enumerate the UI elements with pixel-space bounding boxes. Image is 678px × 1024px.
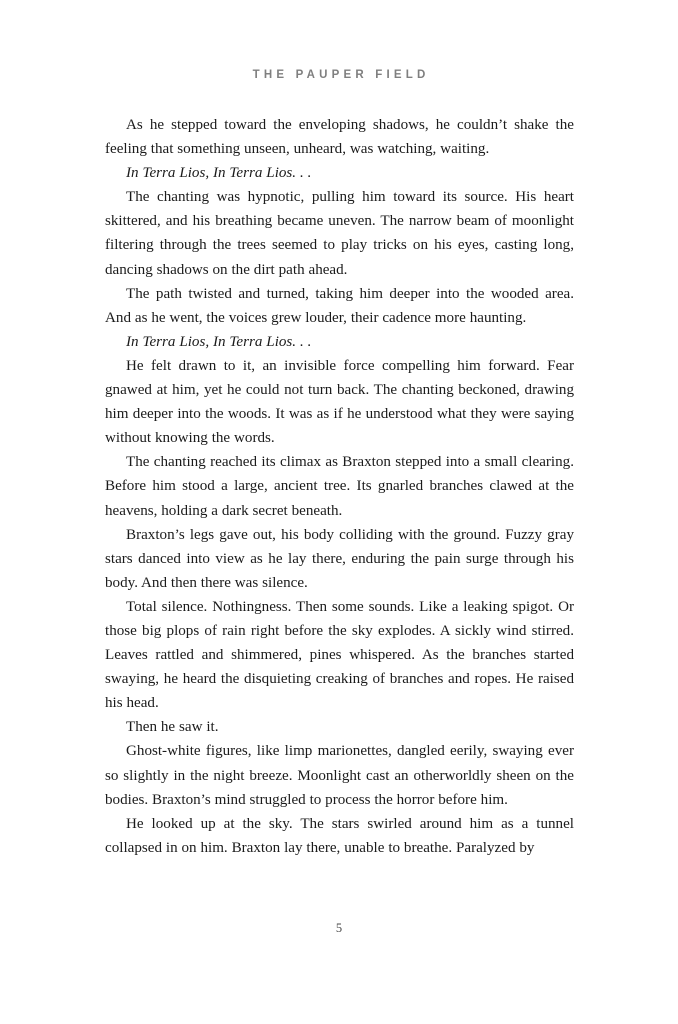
paragraph: Braxton’s legs gave out, his body colliding with the ground. Fuzzy gray stars danced into view as he lay there, enduring the pain surge through his body. And then there was silence.	[105, 526, 574, 591]
paragraph-chant: In Terra Lios, In Terra Lios. . .	[126, 333, 312, 350]
running-head: THE PAUPER FIELD	[252, 69, 430, 81]
paragraph: He looked up at the sky. The stars swirled around him as a tunnel collapsed in on him. Braxton lay there, unable to breathe. Paralyzed by	[105, 815, 574, 856]
paragraph: Then he saw it.	[126, 719, 219, 736]
paragraph: The chanting reached its climax as Braxton stepped into a small clearing. Before him stood a large, ancient tree. Its gnarled branches clawed at the heavens, holding a dark secret beneath.	[105, 454, 574, 519]
paragraph: Ghost-white figures, like limp marionettes, dangled eerily, swaying ever so slightly in the night breeze. Moonlight cast an otherworldly sheen on the bodies. Braxton’s mind struggled to process the horror before him.	[105, 743, 574, 808]
body-text-block	[105, 113, 574, 860]
paragraph: He felt drawn to it, an invisible force compelling him forward. Fear gnawed at him, yet he could not turn back. The chanting beckoned, drawing him deeper into the woods. It was as if he understood what they were saying without knowing the words.	[105, 357, 574, 447]
page-number: 5	[335, 921, 343, 935]
paragraph: The path twisted and turned, taking him deeper into the wooded area. And as he went, the voices grew louder, their cadence more haunting.	[105, 285, 574, 326]
paragraph: The chanting was hypnotic, pulling him toward its source. His heart skittered, and his breathing became uneven. The narrow beam of moonlight filtering through the trees seemed to play tricks on his eyes, casting long, dancing shadows on the dirt path ahead.	[105, 189, 574, 278]
paragraph: As he stepped toward the enveloping shadows, he couldn’t shake the feeling that something unseen, unheard, was watching, waiting.	[105, 117, 574, 158]
paragraph-chant: In Terra Lios, In Terra Lios. . .	[126, 165, 312, 182]
paragraph: Total silence. Nothingness. Then some sounds. Like a leaking spigot. Or those big plops of rain right before the sky explodes. A sickly wind stirred. Leaves rattled and shimmered, pines whispered. As the branches started swaying, he heard the disquieting creaking of branches and ropes. He raised his head.	[105, 598, 574, 712]
